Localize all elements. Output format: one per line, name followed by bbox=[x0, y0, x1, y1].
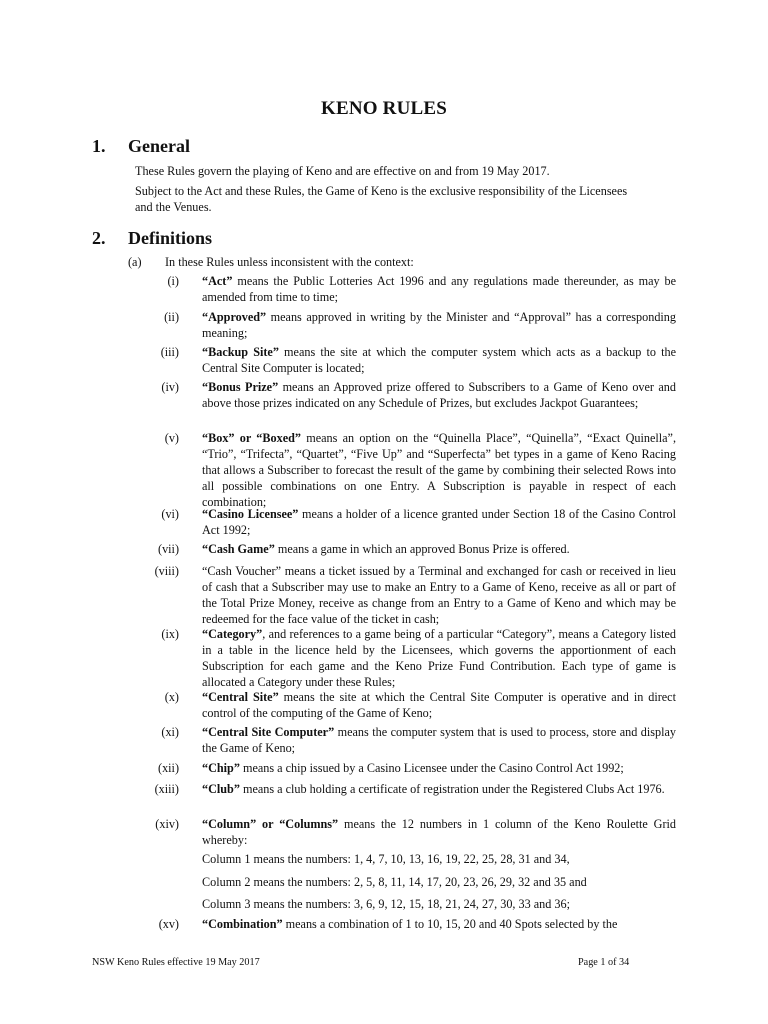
term: “Box” or “Boxed” bbox=[202, 431, 301, 445]
general-paragraph-1: These Rules govern the playing of Keno and are effective on and from 19 May 2017. bbox=[135, 164, 550, 178]
column-definition-line: Column 2 means the numbers: 2, 5, 8, 11, 14, 17, 20, 23, 26, 29, 32 and 35 and bbox=[202, 875, 587, 889]
item-number: (v) bbox=[164, 431, 179, 445]
item-text bbox=[202, 430, 676, 510]
definition: means a holder of a licence granted under Section 18 of the Casino Control Act 1992; bbox=[202, 507, 677, 537]
item-text bbox=[202, 760, 676, 776]
item-text bbox=[202, 689, 676, 721]
term: “Act” bbox=[202, 274, 233, 288]
item-number: (xiii) bbox=[154, 782, 179, 796]
definition: means an Approved prize offered to Subscribers to a Game of Keno over and above those prizes indicated on any Schedule of Prizes, but excludes Jackpot Guarantees; bbox=[202, 380, 676, 410]
section-number: 2. bbox=[92, 228, 106, 248]
term: “Club” bbox=[202, 782, 240, 796]
term: “Combination” bbox=[202, 917, 283, 931]
item-text bbox=[202, 506, 676, 538]
item-text bbox=[202, 816, 676, 848]
item-number: (i) bbox=[167, 274, 179, 288]
term: “Casino Licensee” bbox=[202, 507, 299, 521]
term: “Cash Game” bbox=[202, 542, 275, 556]
footer-page-number: Page 1 of 34 bbox=[578, 957, 630, 968]
definition: means the Public Lotteries Act 1996 and any regulations made thereunder, as may be amended from time to time; bbox=[202, 274, 676, 304]
definition: ” means a ticket issued by a Terminal and exchanged for cash or received in lieu of cash that a Subscriber may use to make an Entry to a Game of Keno, receive as all or part of the Total Prize Money, receive as change from an Entry to a Game of Keno and which may be redeemed for the face value of the ticket in cash; bbox=[202, 564, 677, 626]
document-title: KENO RULES bbox=[320, 98, 448, 119]
item-text bbox=[202, 273, 676, 305]
definition: means a club holding a certificate of registration under the Registered Clubs Act 1976. bbox=[239, 782, 665, 796]
item-text bbox=[202, 541, 676, 557]
term: “Cash Voucher bbox=[202, 564, 276, 578]
general-paragraph-2: Subject to the Act and these Rules, the Game of Keno is the exclusive responsibility of the Licensees and the Venues. bbox=[135, 184, 628, 214]
subclause-intro: In these Rules unless inconsistent with the context: bbox=[165, 255, 414, 269]
definition: means the site at which the Central Site Computer is operative and in direct control of the computing of the Game of Keno; bbox=[202, 690, 676, 720]
item-number: (xi) bbox=[161, 725, 179, 739]
footer-document-name: NSW Keno Rules effective 19 May 2017 bbox=[92, 957, 260, 968]
definition: , and references to a game being of a particular “Category”, means a Category listed in a table in the licence held by the Licensees, which governs the apportionment of each Subscription for each game and the Keno Prize Fund Contribution. Each type of game is allocated a Category under these Rules; bbox=[202, 627, 676, 689]
column-definition-line: Column 3 means the numbers: 3, 6, 9, 12, 15, 18, 21, 24, 27, 30, 33 and 36; bbox=[202, 897, 570, 911]
definition: means a chip issued by a Casino Licensee under the Casino Control Act 1992; bbox=[239, 761, 624, 775]
term: “Approved” bbox=[202, 310, 267, 324]
definition: means approved in writing by the Minister and “Approval” has a corresponding meaning; bbox=[202, 310, 676, 340]
item-number: (x) bbox=[164, 690, 179, 704]
item-text bbox=[202, 309, 676, 341]
item-number: (ix) bbox=[161, 627, 179, 641]
item-number: (xiv) bbox=[155, 817, 179, 831]
term: “Column” or “Columns” bbox=[202, 817, 339, 831]
column-definition-line: Column 1 means the numbers: 1, 4, 7, 10, 13, 16, 19, 22, 25, 28, 31 and 34, bbox=[202, 852, 570, 866]
item-text bbox=[202, 724, 676, 756]
definition: means the site at which the computer system which acts as a backup to the Central Site Computer is located; bbox=[202, 345, 676, 375]
item-text bbox=[202, 344, 676, 376]
subclause-label: (a) bbox=[128, 255, 142, 269]
item-text bbox=[202, 781, 676, 797]
item-number: (vii) bbox=[158, 542, 179, 556]
item-number: (ii) bbox=[164, 310, 179, 324]
item-number: (xv) bbox=[158, 917, 179, 931]
section-name: General bbox=[128, 136, 190, 156]
definition: means a game in which an approved Bonus Prize is offered. bbox=[274, 542, 570, 556]
term: “Backup Site” bbox=[202, 345, 279, 359]
item-number: (vi) bbox=[161, 507, 179, 521]
definition: means a combination of 1 to 10, 15, 20 and 40 Spots selected by the bbox=[282, 917, 618, 931]
item-number: (viii) bbox=[154, 564, 179, 578]
term: “Category” bbox=[202, 627, 263, 641]
item-number: (iii) bbox=[160, 345, 179, 359]
section-number: 1. bbox=[92, 136, 106, 156]
item-text bbox=[202, 916, 676, 932]
item-number: (xii) bbox=[158, 761, 179, 775]
term: “Central Site” bbox=[202, 690, 279, 704]
definition: means the 12 numbers in 1 column of the Keno Roulette Grid whereby: bbox=[202, 817, 677, 847]
item-text bbox=[202, 379, 676, 411]
term: “Central Site Computer” bbox=[202, 725, 335, 739]
term: “Bonus Prize” bbox=[202, 380, 279, 394]
item-text bbox=[202, 563, 676, 627]
item-text bbox=[202, 626, 676, 690]
definition: means an option on the “Quinella Place”, “Quinella”, “Exact Quinella”, “Trio”, “Trifecta”, “Quartet”, “Five Up” and “Superfecta” bet types in a game of Keno Racing that allows a Subscriber to forecast the result of the game by combining their selected Rows into all possible combinations on one Entry. A Subscription is payable in respect of each combination; bbox=[202, 431, 676, 509]
term: “Chip” bbox=[202, 761, 240, 775]
definition: means the computer system that is used to process, store and display the Game of Keno; bbox=[202, 725, 676, 755]
item-number: (iv) bbox=[161, 380, 179, 394]
section-name: Definitions bbox=[128, 228, 213, 248]
